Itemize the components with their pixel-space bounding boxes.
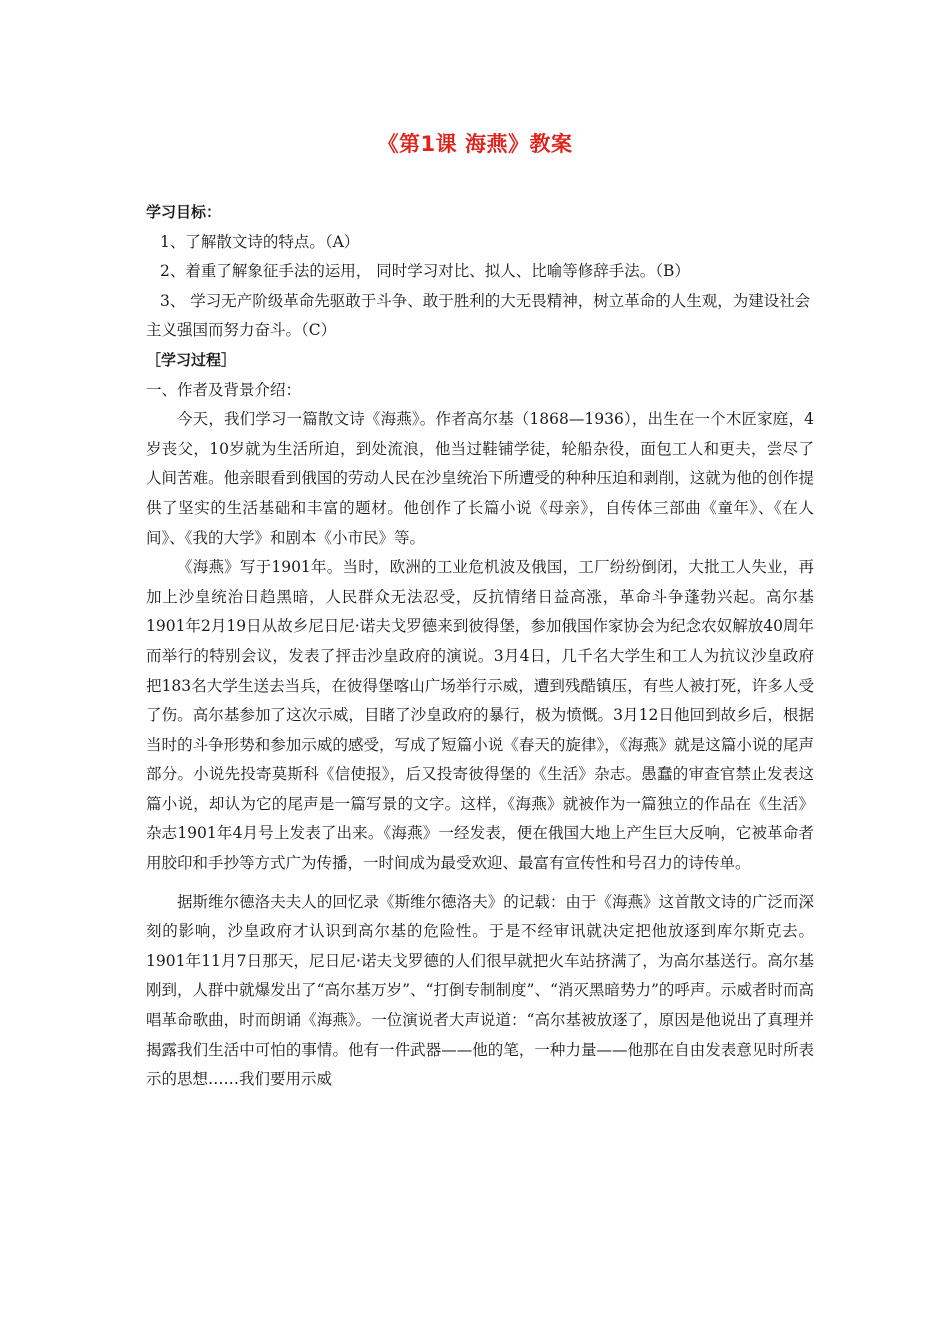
body-paragraph: 据斯维尔德洛夫夫人的回忆录《斯维尔德洛夫》的记载：由于《海燕》这首散文诗的广泛而深刻的影响，沙皇政府才认识到高尔基的危险性。于是不经审讯就决定把他放逐到库尔斯克去。1901年11月7日那天，尼日尼·诺夫戈罗德的人们很早就把火车站挤满了，为高尔基送行。高尔基刚到，人群中就爆发出了“高尔基万岁”、“打倒专制制度”、“消灭黑暗势力”的呼声。示威者时而高唱革命歌曲，时而朗诵《海燕》。一位演说者大声说道：“高尔基被放逐了，原因是他说出了真理并揭露我们生活中可怕的事情。他有一件武器——他的笔，一种力量——他那在自由发表意见时所表示的思想……我们要用示威 (146, 892, 814, 1089)
body-paragraph: 今天，我们学习一篇散文诗《海燕》。作者高尔基（1868—1936），出生在一个木匠家庭，4岁丧父，10岁就为生活所迫，到处流浪，他当过鞋铺学徒，轮船杂役，面包工人和更夫，尝尽了人间苦难。他亲眼看到俄国的劳动人民在沙皇统治下所遭受的种种压迫和剥削，这就为他的创作提供了坚实的生活基础和丰富的题材。他创作了长篇小说《母亲》，自传体三部曲《童年》、《在人间》、《我的大学》和剧本《小市民》等。 (146, 410, 814, 547)
objective-item: 3、 学习无产阶级革命先驱敢于斗争、敢于胜利的大无畏精神，树立革命的人生观，为建设社会主义强国而努力奋斗。（C） (146, 291, 811, 340)
body-paragraph: 《海燕》写于1901年。当时，欧洲的工业危机波及俄国，工厂纷纷倒闭，大批工人失业，再加上沙皇统治日趋黑暗，人民群众无法忍受，反抗情绪日益高涨，革命斗争蓬勃兴起。高尔基1901年2月19日从故乡尼日尼·诺夫戈罗德来到彼得堡，参加俄国作家协会为纪念农奴解放40周年而举行的特别会议，发表了抨击沙皇政府的演说。3月4日，几千名大学生和工人为抗议沙皇政府把183名大学生送去当兵，在彼得堡喀山广场举行示威，遭到残酷镇压，有些人被打死，许多人受了伤。高尔基参加了这次示威，目睹了沙皇政府的暴行，极为愤慨。3月12日他回到故乡后，根据当时的斗争形势和参加示威的感受，写成了短篇小说《春天的旋律》，《海燕》就是这篇小说的尾声部分。小说先投寄莫斯科《信使报》，后又投寄彼得堡的《生活》杂志。愚蠢的审查官禁止发表这篇小说，却认为它的尾声是一篇写景的文字。这样，《海燕》就被作为一篇独立的作品在《生活》杂志1901年4月号上发表了出来。《海燕》一经发表，便在俄国大地上产生巨大反响，它被革命者用胶印和手抄等方式广为传播，一时间成为最受欢迎、最富有宣传性和号召力的诗传单。 (146, 558, 814, 873)
document-body (146, 198, 814, 1095)
objective-item: 2、着重了解象征手法的运用， 同时学习对比、拟人、比喻等修辞手法。（B） (160, 262, 690, 281)
process-heading: ［学习过程］ (146, 350, 237, 369)
objectives-heading: 学习目标： (146, 203, 222, 221)
objective-item: 1、了解散文诗的特点。（A） (160, 232, 360, 251)
document-title: 《第1课 海燕》教案 (377, 132, 573, 156)
section-heading: 一、作者及背景介绍： (146, 380, 302, 399)
